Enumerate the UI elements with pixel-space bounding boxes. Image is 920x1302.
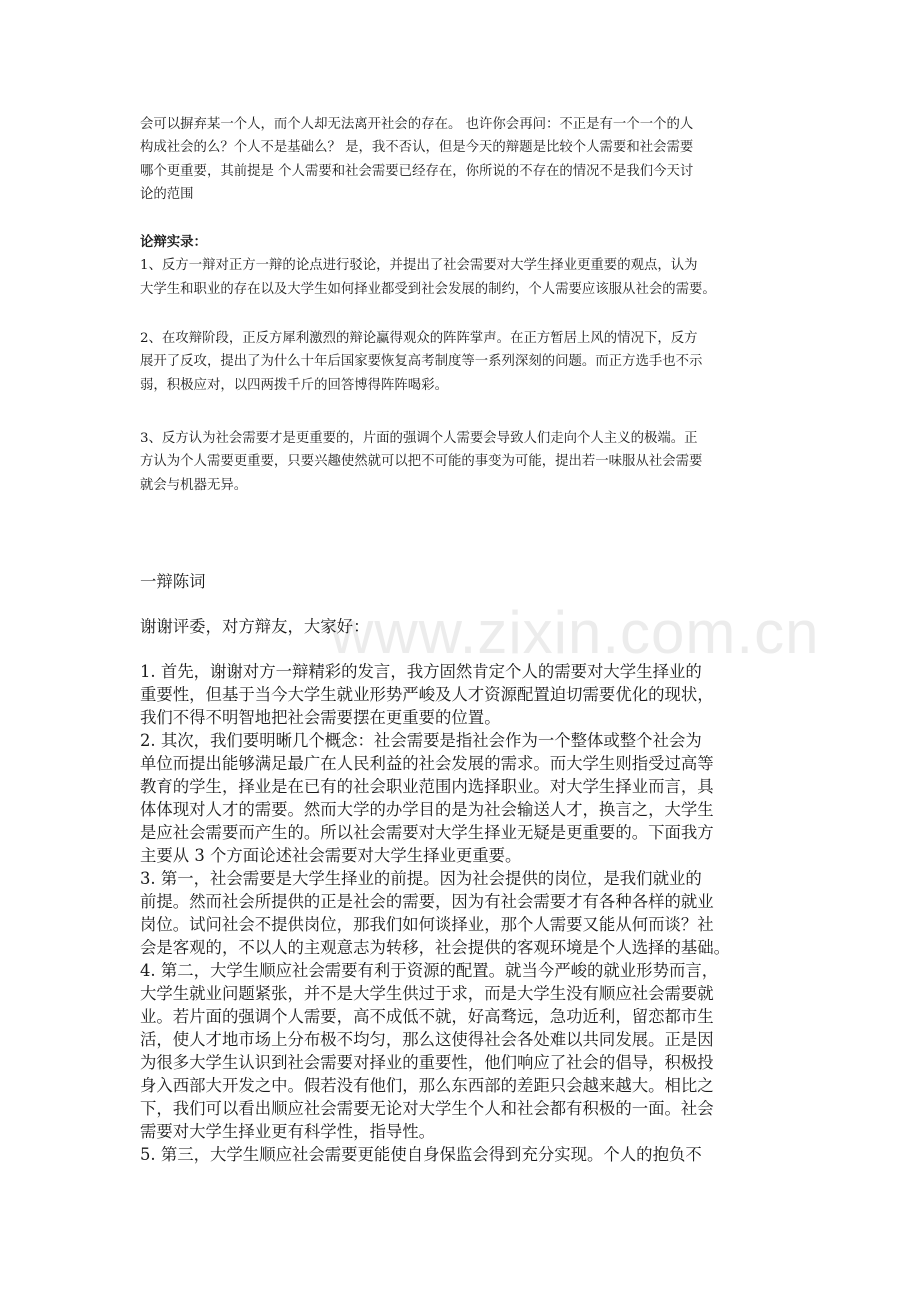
text-line: 活，使人才地市场上分布极不均匀，那么这使得社会各处难以共同发展。正是因 (140, 1030, 714, 1049)
intro-paragraph (140, 113, 790, 207)
text-line: 论的范围 (140, 187, 194, 203)
text-line: 我们不得不明智地把社会需要摆在更重要的位置。 (140, 708, 501, 727)
record-item (140, 427, 790, 497)
speech-title-block (140, 570, 790, 593)
text-line: 单位而提出能够满足最广在人民利益的社会发展的需求。而大学生则指受过高等 (140, 754, 714, 773)
speech-body (140, 660, 790, 1166)
text-line: 5. 第三，大学生顺应社会需要更能使自身保监会得到充分实现。个人的抱负不 (140, 1145, 702, 1164)
record-section (140, 231, 790, 301)
text-line: 会是客观的，不以人的主观意志为转移，社会提供的客观环境是个人选择的基础。 (140, 938, 731, 957)
text-line: 重要性，但基于当今大学生就业形势严峻及人才资源配置迫切需要优化的现状， (140, 685, 714, 704)
text-line: 展开了反攻，提出了为什么十年后国家要恢复高考制度等一系列深刻的问题。而正方选手也不示 (140, 354, 703, 370)
text-line: 教育的学生，择业是在已有的社会职业范围内选择职业。对大学生择业而言，具 (140, 777, 714, 796)
text-line: 会可以摒弃某一个人，而个人却无法离开社会的存在。 也许你会再问：不正是有一个一个的人 (140, 117, 694, 132)
text-line: 3、反方认为社会需要才是更重要的，片面的强调个人需要会导致人们走向个人主义的极端。正 (140, 431, 698, 446)
record-item (140, 327, 790, 397)
text-line: 3. 第一，社会需要是大学生择业的前提。因为社会提供的岗位，是我们就业的 (140, 869, 702, 888)
text-line: 构成社会的么？个人不是基础么？ 是，我不否认，但是今天的辩题是比较个人需要和社会需要 (140, 140, 694, 156)
text-line: 为很多大学生认识到社会需要对择业的重要性，他们响应了社会的倡导，积极投 (140, 1053, 714, 1072)
text-line: 弱，积极应对，以四两拨千斤的回答博得阵阵喝彩。 (140, 377, 448, 393)
greeting-block (140, 615, 790, 638)
text-line: 身入西部大开发之中。假若没有他们，那么东西部的差距只会越来越大。相比之 (140, 1076, 714, 1095)
text-line: 1. 首先，谢谢对方一辩精彩的发言，我方固然肯定个人的需要对大学生择业的 (140, 662, 702, 681)
text-line: 体体现对人才的需要。然而大学的办学目的是为社会输送人才，换言之，大学生 (140, 800, 714, 819)
watermark: www.zixin.com.cn (330, 599, 820, 666)
text-line: 岗位。试问社会不提供岗位，那我们如何谈择业，那个人需要又能从何而谈？社 (140, 915, 714, 934)
text-line: 下，我们可以看出顺应社会需要无论对大学生个人和社会都有积极的一面。社会 (140, 1099, 714, 1118)
text-line: 前提。然而社会所提供的正是社会的需要，因为有社会需要才有各种各样的就业 (140, 892, 714, 911)
text-line: 就会与机器无异。 (140, 477, 248, 493)
text-line: 2、在攻辩阶段，正反方犀利激烈的辩论赢得观众的阵阵掌声。在正方暂居上风的情况下，反方 (140, 331, 698, 346)
text-line: 大学生就业问题紧张，并不是大学生供过于求，而是大学生没有顺应社会需要就 (140, 984, 714, 1003)
text-line: 哪个更重要，其前提是 个人需要和社会需要已经存在，你所说的不存在的情况不是我们今天讨 (140, 163, 694, 179)
text-line: 4. 第二，大学生顺应社会需要有利于资源的配置。就当今严峻的就业形势而言， (140, 961, 719, 980)
text-line: 1、反方一辩对正方一辩的论点进行驳论，并提出了社会需要对大学生择业更重要的观点，认为 (140, 258, 698, 274)
text-line: 主要从 3 个方面论述社会需要对大学生择业更重要。 (140, 846, 522, 865)
text-line: 是应社会需要而产生的。所以社会需要对大学生择业无疑是更重要的。下面我方 (140, 823, 714, 842)
text-line: 方认为个人需要更重要，只要兴趣使然就可以把不可能的事变为可能，提出若一味服从社会需要 (140, 454, 703, 470)
text-line: 需要对大学生择业更有科学性，指导性。 (140, 1122, 436, 1141)
text-line: 2. 其次，我们要明晰几个概念：社会需要是指社会作为一个整体或整个社会为 (140, 731, 702, 750)
speech-title: 一辩陈词 (140, 572, 206, 591)
text-line: 大学生和职业的存在以及大学生如何择业都受到社会发展的制约，个人需要应该服从社会的需要。 (140, 281, 716, 297)
section-heading: 论辩实录： (140, 234, 207, 250)
speech-greeting: 谢谢评委，对方辩友，大家好： (140, 617, 370, 636)
text-line: 业。若片面的强调个人需要，高不成低不就，好高骛远，急功近利，留恋都市生 (140, 1007, 714, 1026)
